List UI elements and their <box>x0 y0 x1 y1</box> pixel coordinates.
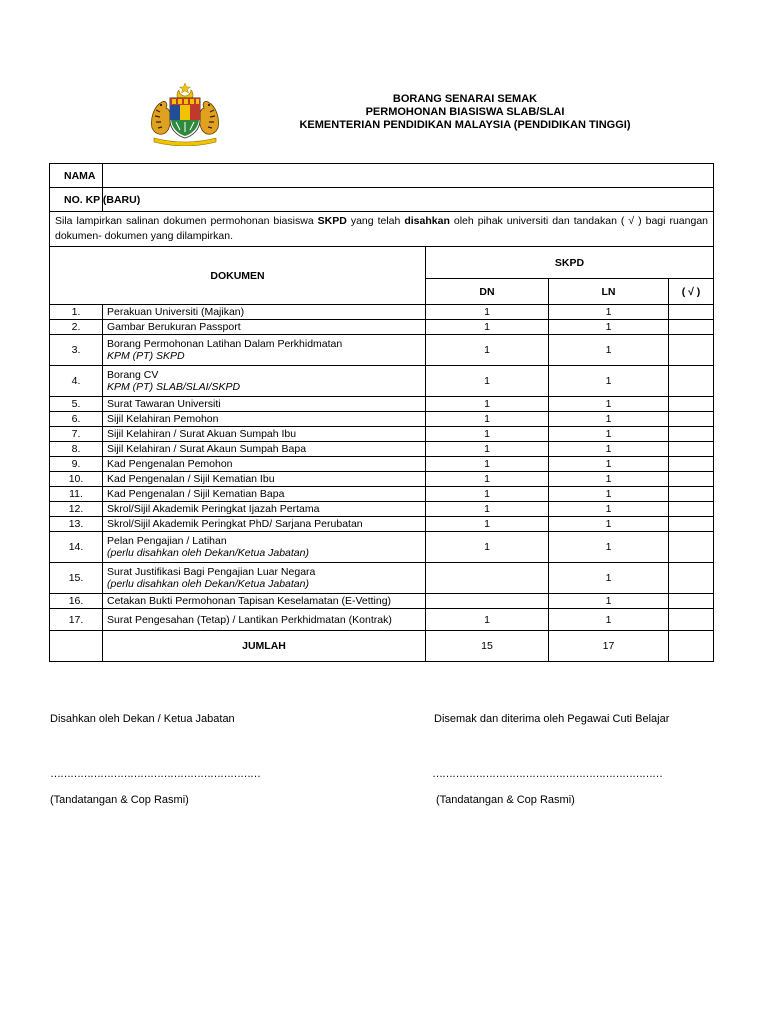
header-ministry: KEMENTERIAN PENDIDIKAN MALAYSIA (PENDIDIKAN TINGGI) <box>299 119 631 131</box>
row-number: 15. <box>50 563 103 594</box>
total-spacer <box>50 631 103 662</box>
row-number: 10. <box>50 472 103 487</box>
row-checkbox[interactable] <box>669 412 714 427</box>
checklist-table <box>49 163 714 662</box>
row-ln: 1 <box>549 442 669 457</box>
row-dn: 1 <box>426 305 549 320</box>
table-row <box>50 532 714 563</box>
row-checkbox[interactable] <box>669 427 714 442</box>
row-document <box>103 563 426 594</box>
header-title: BORANG SENARAI SEMAK <box>392 93 538 105</box>
instruction-part3: oleh pihak universiti dan tandakan ( √ ) bagi ruangan dokumen- dokumen yang dilampirkan. <box>55 215 708 242</box>
row-document <box>103 442 426 457</box>
row-document-note: (perlu disahkan oleh Dekan/Ketua Jabatan) <box>107 578 309 590</box>
row-checkbox[interactable] <box>669 532 714 563</box>
row-document-title: Surat Tawaran Universiti <box>107 398 221 410</box>
row-document-title: Kad Pengenalan / Sijil Kematian Bapa <box>107 488 285 500</box>
table-row <box>50 305 714 320</box>
row-dn: 1 <box>426 472 549 487</box>
row-ln: 1 <box>549 563 669 594</box>
row-document-title: Sijil Kelahiran / Surat Akaun Sumpah Bapa <box>107 443 307 455</box>
row-ln: 1 <box>549 305 669 320</box>
row-document-title: Perakuan Universiti (Majikan) <box>107 306 245 318</box>
row-document <box>103 412 426 427</box>
right-signature-title: Disemak dan diterima oleh Pegawai Cuti Belajar <box>434 713 670 725</box>
row-checkbox[interactable] <box>669 563 714 594</box>
row-ln: 1 <box>549 320 669 335</box>
row-ln: 1 <box>549 427 669 442</box>
table-row <box>50 442 714 457</box>
row-document <box>103 472 426 487</box>
row-checkbox[interactable] <box>669 442 714 457</box>
row-ln: 1 <box>549 594 669 609</box>
row-dn: 1 <box>426 487 549 502</box>
row-checkbox[interactable] <box>669 502 714 517</box>
row-document <box>103 335 426 366</box>
row-document-title: Sijil Kelahiran Pemohon <box>107 413 219 425</box>
row-document <box>103 320 426 335</box>
row-number: 9. <box>50 457 103 472</box>
table-row <box>50 335 714 366</box>
row-number: 8. <box>50 442 103 457</box>
total-dn: 15 <box>426 631 549 662</box>
right-signature-line: …………………………………………………………… <box>432 768 662 780</box>
row-dn: 1 <box>426 609 549 631</box>
skpd-header: SKPD <box>426 247 714 279</box>
row-checkbox[interactable] <box>669 335 714 366</box>
row-number: 13. <box>50 517 103 532</box>
row-dn: 1 <box>426 366 549 397</box>
row-dn: 1 <box>426 532 549 563</box>
row-checkbox[interactable] <box>669 594 714 609</box>
row-checkbox[interactable] <box>669 397 714 412</box>
row-ln: 1 <box>549 335 669 366</box>
row-dn: 1 <box>426 427 549 442</box>
row-document-note: KPM (PT) SKPD <box>107 350 185 362</box>
row-checkbox[interactable] <box>669 305 714 320</box>
row-document <box>103 487 426 502</box>
row-document-title: Skrol/Sijil Akademik Peringkat PhD/ Sarjana Perubatan <box>107 518 363 530</box>
table-row <box>50 366 714 397</box>
nokp-label: NO. KP (BARU) <box>50 188 103 212</box>
row-dn: 1 <box>426 502 549 517</box>
row-document-title: Sijil Kelahiran / Surat Akuan Sumpah Ibu <box>107 428 297 440</box>
total-row <box>50 631 714 662</box>
row-checkbox[interactable] <box>669 472 714 487</box>
row-ln: 1 <box>549 366 669 397</box>
instruction-part1: Sila lampirkan salinan dokumen permohonan biasiswa <box>55 215 318 227</box>
table-row <box>50 397 714 412</box>
row-dn: 1 <box>426 412 549 427</box>
row-document-title: Surat Pengesahan (Tetap) / Lantikan Perkhidmatan (Kontrak) <box>107 613 392 626</box>
total-ln: 17 <box>549 631 669 662</box>
row-document-title: Surat Justifikasi Bagi Pengajian Luar Negara <box>107 566 316 578</box>
row-dn: 1 <box>426 335 549 366</box>
row-number: 11. <box>50 487 103 502</box>
row-number: 14. <box>50 532 103 563</box>
header-subtitle: PERMOHONAN BIASISWA SLAB/SLAI <box>365 106 565 118</box>
row-dn: 1 <box>426 457 549 472</box>
row-dn: 1 <box>426 320 549 335</box>
row-number: 7. <box>50 427 103 442</box>
row-document <box>103 517 426 532</box>
coat-of-arms-logo <box>146 80 224 146</box>
row-checkbox[interactable] <box>669 517 714 532</box>
row-document-note: KPM (PT) SLAB/SLAI/SKPD <box>107 381 241 393</box>
row-ln: 1 <box>549 487 669 502</box>
nama-field[interactable] <box>103 164 714 188</box>
row-document <box>103 427 426 442</box>
row-checkbox[interactable] <box>669 609 714 631</box>
table-row <box>50 457 714 472</box>
row-ln: 1 <box>549 397 669 412</box>
row-ln: 1 <box>549 412 669 427</box>
row-document-title: Kad Pengenalan / Sijil Kematian Ibu <box>107 473 275 485</box>
row-document-title: Gambar Berukuran Passport <box>107 321 241 333</box>
row-dn: 1 <box>426 517 549 532</box>
table-row <box>50 517 714 532</box>
table-row <box>50 502 714 517</box>
row-number: 5. <box>50 397 103 412</box>
row-dn: 1 <box>426 397 549 412</box>
total-check[interactable] <box>669 631 714 662</box>
left-signature-caption: (Tandatangan & Cop Rasmi) <box>50 794 189 806</box>
row-checkbox[interactable] <box>669 457 714 472</box>
table-row <box>50 412 714 427</box>
row-document-title: Borang Permohonan Latihan Dalam Perkhidmatan <box>107 338 343 350</box>
row-document <box>103 366 426 397</box>
row-checkbox[interactable] <box>669 320 714 335</box>
row-ln: 1 <box>549 457 669 472</box>
row-document-title: Kad Pengenalan Pemohon <box>107 458 233 470</box>
row-number: 6. <box>50 412 103 427</box>
row-document-title: Pelan Pengajian / Latihan <box>107 535 227 547</box>
ln-header: LN <box>549 279 669 305</box>
row-document <box>103 609 426 631</box>
row-document <box>103 594 426 609</box>
instruction-text <box>50 212 714 247</box>
row-document-title: Skrol/Sijil Akademik Peringkat Ijazah Pertama <box>107 503 320 515</box>
row-dn: 1 <box>426 442 549 457</box>
table-row <box>50 609 714 631</box>
row-number: 3. <box>50 335 103 366</box>
table-row <box>50 427 714 442</box>
row-checkbox[interactable] <box>669 487 714 502</box>
row-document-note: (perlu disahkan oleh Dekan/Ketua Jabatan) <box>107 547 309 559</box>
instruction-bold-disahkan: disahkan <box>404 215 450 227</box>
right-signature-caption: (Tandatangan & Cop Rasmi) <box>436 794 575 806</box>
row-number: 1. <box>50 305 103 320</box>
row-document-title: Cetakan Bukti Permohonan Tapisan Keselamatan (E-Vetting) <box>107 595 392 607</box>
instruction-part2: yang telah <box>346 215 405 227</box>
form-header <box>270 93 660 132</box>
left-signature-title: Disahkan oleh Dekan / Ketua Jabatan <box>50 713 235 725</box>
row-number: 16. <box>50 594 103 609</box>
left-signature-line: ……………………………………………………… <box>50 768 260 780</box>
instruction-bold-skpd: SKPD <box>317 215 347 227</box>
row-dn <box>426 563 549 594</box>
table-row <box>50 594 714 609</box>
nokp-field[interactable] <box>103 188 714 212</box>
table-row <box>50 320 714 335</box>
nama-label: NAMA <box>50 164 103 188</box>
dn-header: DN <box>426 279 549 305</box>
row-document <box>103 397 426 412</box>
row-checkbox[interactable] <box>669 366 714 397</box>
row-ln: 1 <box>549 502 669 517</box>
row-document <box>103 305 426 320</box>
total-label: JUMLAH <box>103 631 426 662</box>
row-dn <box>426 594 549 609</box>
row-document-title: Borang CV <box>107 369 159 381</box>
row-ln: 1 <box>549 472 669 487</box>
table-row <box>50 563 714 594</box>
table-row <box>50 487 714 502</box>
table-row <box>50 472 714 487</box>
row-number: 2. <box>50 320 103 335</box>
dokumen-header: DOKUMEN <box>50 247 426 305</box>
row-document <box>103 502 426 517</box>
row-document <box>103 457 426 472</box>
row-document <box>103 532 426 563</box>
row-number: 17. <box>50 609 103 631</box>
row-number: 4. <box>50 366 103 397</box>
row-ln: 1 <box>549 532 669 563</box>
row-number: 12. <box>50 502 103 517</box>
row-ln: 1 <box>549 609 669 631</box>
row-ln: 1 <box>549 517 669 532</box>
check-header: ( √ ) <box>669 279 714 305</box>
